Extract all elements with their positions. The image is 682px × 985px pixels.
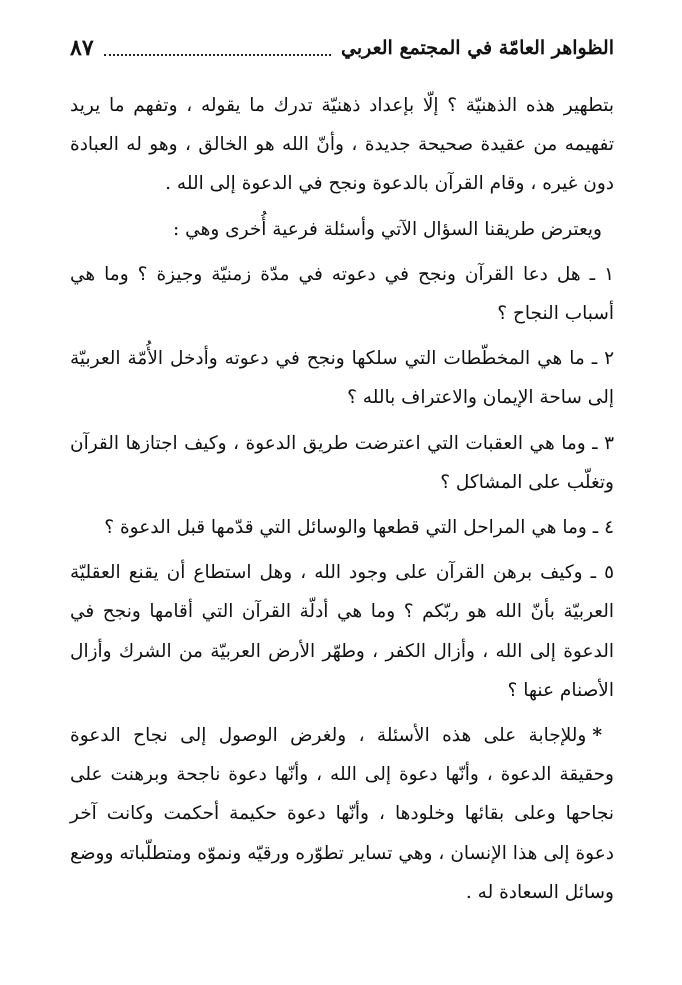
asterisk-marker: * xyxy=(592,725,602,747)
paragraph-question-intro: ويعترض طريقنا السؤال الآتي وأسئلة فرعية أُخرى وهي : xyxy=(173,218,602,240)
running-title: الظواهر العامّة في المجتمع العربي xyxy=(340,37,614,59)
paragraph-continuation: بتطهير هذه الذهنيّة ؟ إلّا بإعداد ذهنيّة تدرك ما يقوله ، وتفهم ما يريد تفهيمه من عقيدة صحيحة جديدة ، وأنّ الله هو الخالق ، وهو له العبادة دون غيره ، وقام القرآن بالدعوة ونجح في الدعوة إلى الله . xyxy=(70,95,614,195)
page-number: ٨٧ xyxy=(70,35,94,61)
question-4: ٤ ـ وما هي المراحل التي قطعها والوسائل التي قدّمها قبل الدعوة ؟ xyxy=(104,517,614,539)
page-body xyxy=(70,86,614,918)
question-1: ١ ـ هل دعا القرآن ونجح في دعوته في مدّة زمنيّة وجيزة ؟ وما هي أسباب النجاح ؟ xyxy=(70,263,614,325)
question-2: ٢ ـ ما هي المخطّطات التي سلكها ونجح في دعوته وأدخل الأُمّة العربيّة إلى ساحة الإيمان والاعتراف بالله ؟ xyxy=(70,348,614,409)
question-3: ٣ ـ وما هي العقبات التي اعترضت طريق الدعوة ، وكيف اجتازها القرآن وتغلّب على المشاكل ؟ xyxy=(70,432,614,493)
paragraph-answer-intro xyxy=(70,716,614,912)
answer-intro-text: وللإجابة على هذه الأسئلة ، ولغرض الوصول إلى نجاح الدعوة وحقيقة الدعوة ، وأنّها دعوة إلى الله ، وأنّها دعوة ناجحة وبرهنت على نجاحها وعلى بقائها وخلودها ، وأنّها دعوة حكيمة أحكمت وكانت آخر دعوة إلى هذا الإنسان ، وهي تساير تطوّره ورقيّه ونموّه ومتطلّباته ووضع وسائل السعادة له . xyxy=(70,725,614,903)
page-header xyxy=(70,26,614,66)
question-5: ٥ ـ وكيف برهن القرآن على وجود الله ، وهل استطاع أن يقنع العقليّة العربيّة بأنّ الله هو ربّكم ؟ وما هي أدلّة القرآن التي أقامها ونجح في الدعوة إلى الله ، وأزال الكفر ، وطهّر الأرض العربيّة من الشرك وأزال الأصنام عنها ؟ xyxy=(70,562,614,701)
dotted-leader xyxy=(104,53,331,56)
